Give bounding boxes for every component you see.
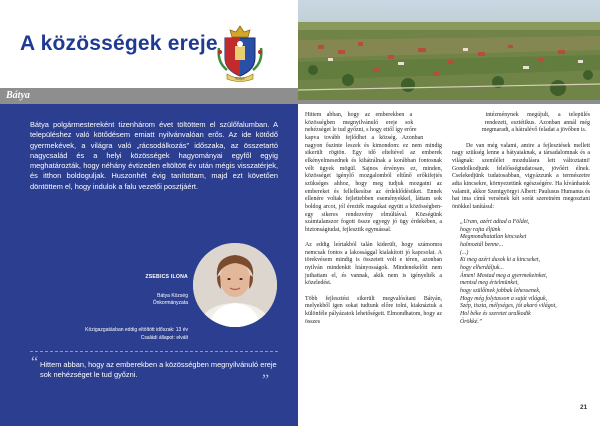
coat-of-arms-icon	[217, 24, 263, 82]
section-band-right	[298, 100, 600, 104]
paragraph: Hittem abban, hogy az emberekben a közösségben megnyilvánuló ereje sok nehézséget le tud győzni, s hogy ettől így erőre kapva tovább fejlődhet a község. Azonban nagyon őszinte leszek és kimondom: ez nem mindig sikerült rögtön. Egy idő elteltével az emberek elkényelmesednek és kihátrálnak a korábban fontosnak vélt ügyek mögül. Sajnos érvényes ez, minden, közösséget igénylő mozgalomból eltűnő erőkifejtés szükséges ahhoz, hogy meg tudjuk mozgatni az embereket és fellelkesítse az érdeklődésüket. Ennek ellenére voltak fejlettebben eseményekkel, láttam sok boldog arcot, jól érezték magukat együtt a közösségben-egy sikeres rendezvény elmúltával. Községünk számtalanszor fogott össze egyegy jó ügy érdekében, a biztonságtudat, fejlesztik egymással.	[305, 112, 442, 233]
poem-line: Ámen! Mostad meg a gyermekeinket,	[460, 272, 548, 279]
poem-line: hogy szülőinek jobbak lehessenek,	[460, 287, 541, 294]
pull-quote: Hittem abban, hogy az emberekben a közösségben megnyilvánuló ereje sok nehézséget le tud győzni.	[40, 360, 277, 380]
intro-text: Bátya polgármestereként tizenhárom évet töltöttem el szülőfalumban. A településhez való kötődésem emiatt nyilvánvalóan erős. Az ide kötődő gyermekévek, a világra való „rácsodálkozás” időszaka, az összetartó nagycsalád és a helyi közösségek hagyományai egyfől egyig meghatározták, hogy néhány évtizeden eltöltött év után mégis visszatérjek, és itthon boldoguljak. Huszonhét évig tanítottam, majd ezt követően döntöttem el, hogy indulok a falu vezetői posztjáért.	[30, 120, 278, 191]
settlement-label: Bátya	[6, 90, 30, 101]
body-column-2	[452, 112, 590, 326]
header-banner	[0, 0, 298, 88]
poem-line: mentsd meg értelmünket,	[460, 280, 519, 287]
portrait-photo	[193, 243, 277, 327]
paragraph: Az eddig leírtakból talán kiderült, hogy számomra nemcsak fontos a lakossággal kialakított jó kapcsolat. A törekvésem mindig is összetett volt e téren, azonban nyilván mindenkit hiányosságok. Mindenekelőtt nem juthattam el, és vannak, akik nem is igényelték a közeledést.	[305, 242, 442, 287]
person-role-line2: Önkormányzata	[152, 300, 188, 306]
poem-line: (...)	[460, 249, 469, 256]
poem-line: Megmondhatatlan kincseket	[460, 234, 527, 241]
aerial-village-photo	[298, 0, 600, 100]
crest-ribbon-text: Bátya	[235, 76, 245, 81]
person-role-line1: Bátya Község	[157, 293, 188, 299]
poem-line: „Uram, azért adtad a Földet,	[460, 219, 530, 226]
poem-line: Szép, tiszta, mélységes, jót akaró világot,	[460, 303, 557, 310]
open-quote-icon: “	[31, 354, 39, 371]
paragraph: Több fejlesztést sikerült megvalósítani Bátyán, melyekből igen sokat tudtunk előre tolni, kiaknáztuk a különféle pályázatok lehetőségeit. Elmondhatom, hogy az összes	[305, 295, 442, 325]
poem-line: halmoztál benne...	[460, 242, 504, 249]
poem-line: Ki meg azért dusok ki a kincseket,	[460, 257, 540, 264]
poem-line: Hol béke és szeretet uralkodik	[460, 310, 531, 317]
section-band	[0, 88, 298, 104]
paragraph: intézménynek megújult, a település rendezett, esztétikus. Azonban annál még megmaradt, a hátralévő feladat a jövőben is.	[481, 112, 590, 134]
poem-block	[460, 219, 590, 326]
close-quote-icon: ”	[262, 372, 270, 389]
quote-divider	[30, 351, 278, 352]
page-title: A közösségek ereje	[20, 32, 218, 55]
paragraph: De van még valami, amire a fejlesztések mellett nagy szükség lenne a bátyaiaknak, a társadalomnak és a világnak: szemlélet mozdulásra lett változtatni! Gondolkodjunk felelősségtudatosan, jövőért élnek. Cselekedjünk tudatosabban, vigyázzunk a természetre adta kincsekre, környezetünk egészségére. Ha kívánhatok valamit, akkor Szentgyörgyi Albert: Paulusus Humanus és hat ima című versének két sorát szeretném megosztani önökkel tanításul:	[452, 142, 590, 210]
poem-line: Örökké.”	[460, 318, 483, 325]
person-name: ZSEBICS ILONA	[145, 274, 188, 280]
marital-status-fact: Családi állapot: elvált	[140, 335, 188, 341]
poem-line: hogy elherdáljuk...	[460, 265, 504, 271]
poem-line: Hogy még folytasson a saját világuk,	[460, 295, 548, 302]
body-column-1	[305, 112, 442, 334]
page-number: 21	[580, 404, 588, 411]
admin-tenure-fact: Közigazgatásban eddig eltöltött időszak: 13 év	[85, 327, 188, 333]
poem-line: hogy rajta éljünk	[460, 226, 501, 233]
